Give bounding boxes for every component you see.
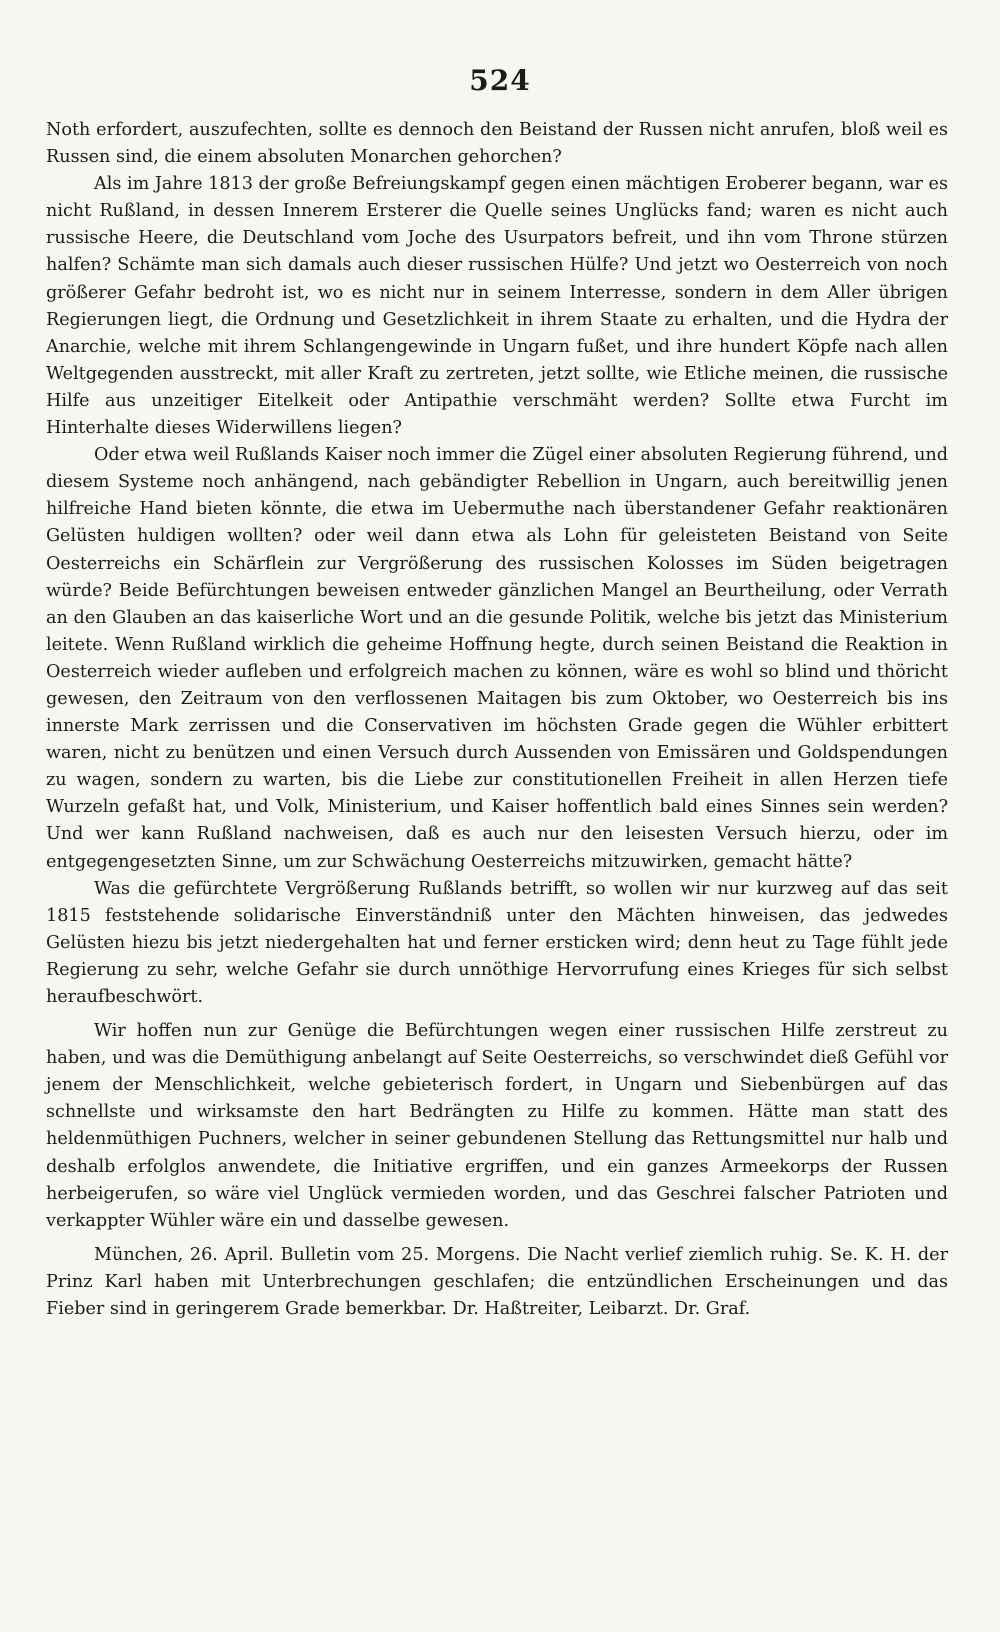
page-number: 524 [469,64,531,97]
paragraph-russian-enlargement: Was die gefürchtete Vergrößerung Rußlands betrifft, so wollen wir nur kurzweg auf das seit 1815 feststehende solidarische Einverständniß unter den Mächten hinweisen, das jedwedes Gelüsten hiezu bis jetzt niedergehalten hat und ferner ersticken wird; denn heut zu Tage fühlt jede Regierung zu sehr, welche Gefahr sie durch unnöthige Hervorrufung eines Krieges für sich selbst heraufbeschwört. [46,878,948,1007]
paragraph-continuation: Noth erfordert, auszufechten, sollte es dennoch den Beistand der Russen nicht anrufen, bloß weil es Russen sind, die einem absoluten Monarchen gehorchen? [46,120,948,168]
paragraph-russian-emperor: Oder etwa weil Rußlands Kaiser noch immer die Zügel einer absoluten Regierung führend, und diesem Systeme noch anhängend, nach gebändigter Rebellion in Ungarn, auch bereitwillig jenen hilfreiche Hand bieten könnte, die etwa im Uebermuthe nach überstandener Gefahr reaktionären Gelüsten huldigen wollten? oder weil dann etwa als Lohn für geleisteten Beistand von Seite Oesterreichs ein Schärflein zur Vergrößerung des russischen Kolosses im Süden beigetragen würde? Beide Befürchtungen beweisen entweder gänzlichen Mangel an Beurtheilung, oder Verrath an den Glauben an das kaiserliche Wort und an die gesunde Politik, welche bis jetzt das Ministerium leitete. Wenn Rußland wirklich die geheime Hoffnung hegte, durch seinen Beistand die Reaktion in Oesterreich wieder aufleben und erfolgreich machen zu können, wäre es wohl so blind und thöricht gewesen, den Zeitraum von den verflossenen Maitagen bis zum Oktober, wo Oesterreich bis ins innerste Mark zerrissen und die Conservativen im höchsten Grade gegen die Wühler erbittert waren, nicht zu benützen und einen Versuch durch Aussenden von Emissären und Goldspendungen zu wagen, sondern zu warten, bis die Liebe zur constitutionellen Freiheit in allen Herzen tiefe Wurzeln gefaßt hat, und Volk, Ministerium, und Kaiser hoffentlich bald eines Sinnes sein werden? Und wer kann Rußland nachweisen, daß es auch nur den leisesten Versuch hierzu, oder im entgegengesetzten Sinne, um zur Schwächung Oesterreichs mitzuwirken, gemacht hätte? [46,445,948,872]
paragraph-hungary-help: Wir hoffen nun zur Genüge die Befürchtungen wegen einer russischen Hilfe zerstreut zu haben, und was die Demüthigung anbelangt auf Seite Oesterreichs, so verschwindet dieß Gefühl vor jenem der Menschlichkeit, welche gebieterisch fordert, in Ungarn und Siebenbürgen auf das schnellste und wirksamste den hart Bedrängten zu Hilfe zu kommen. Hätte man statt des heldenmüthigen Puchners, welcher in seiner gebundenen Stellung das Rettungsmittel nur halb und deshalb erfolglos anwendete, die Initiative ergriffen, und ein ganzes Armeekorps der Russen herbeigerufen, so wäre viel Unglück vermieden worden, und das Geschrei falscher Patrioten und verkappter Wühler wäre ein und dasselbe gewesen. [46,1021,948,1231]
paragraph-munich-bulletin: München, 26. April. Bulletin vom 25. Morgens. Die Nacht verlief ziemlich ruhig. Se. K. H. der Prinz Karl haben mit Unterbrechungen geschlafen; die entzündlichen Erscheinungen und das Fieber sind in geringerem Grade bemerkbar. Dr. Haßtreiter, Leibarzt. Dr. Graf. [46,1244,948,1320]
article-body [46,117,948,1323]
paragraph-1813-liberation: Als im Jahre 1813 der große Befreiungskampf gegen einen mächtigen Eroberer begann, war es nicht Rußland, in dessen Innerem Ersterer die Quelle seines Unglücks fand; waren es nicht auch russische Heere, die Deutschland vom Joche des Usurpators befreit, und ihn vom Throne stürzen halfen? Schämte man sich damals auch dieser russischen Hülfe? Und jetzt wo Oesterreich von noch größerer Gefahr bedroht ist, wo es nicht nur in seinem Interresse, sondern in dem Aller übrigen Regierungen liegt, die Ordnung und Gesetzlichkeit in ihrem Staate zu erhalten, und die Hydra der Anarchie, welche mit ihrem Schlangengewinde in Ungarn fußet, und ihre hundert Köpfe nach allen Weltgegenden ausstreckt, mit aller Kraft zu zertreten, jetzt sollte, wie Etliche meinen, die russische Hilfe aus unzeitiger Eitelkeit oder Antipathie verschmäht werden? Sollte etwa Furcht im Hinterhalte dieses Widerwillens liegen? [46,174,948,439]
